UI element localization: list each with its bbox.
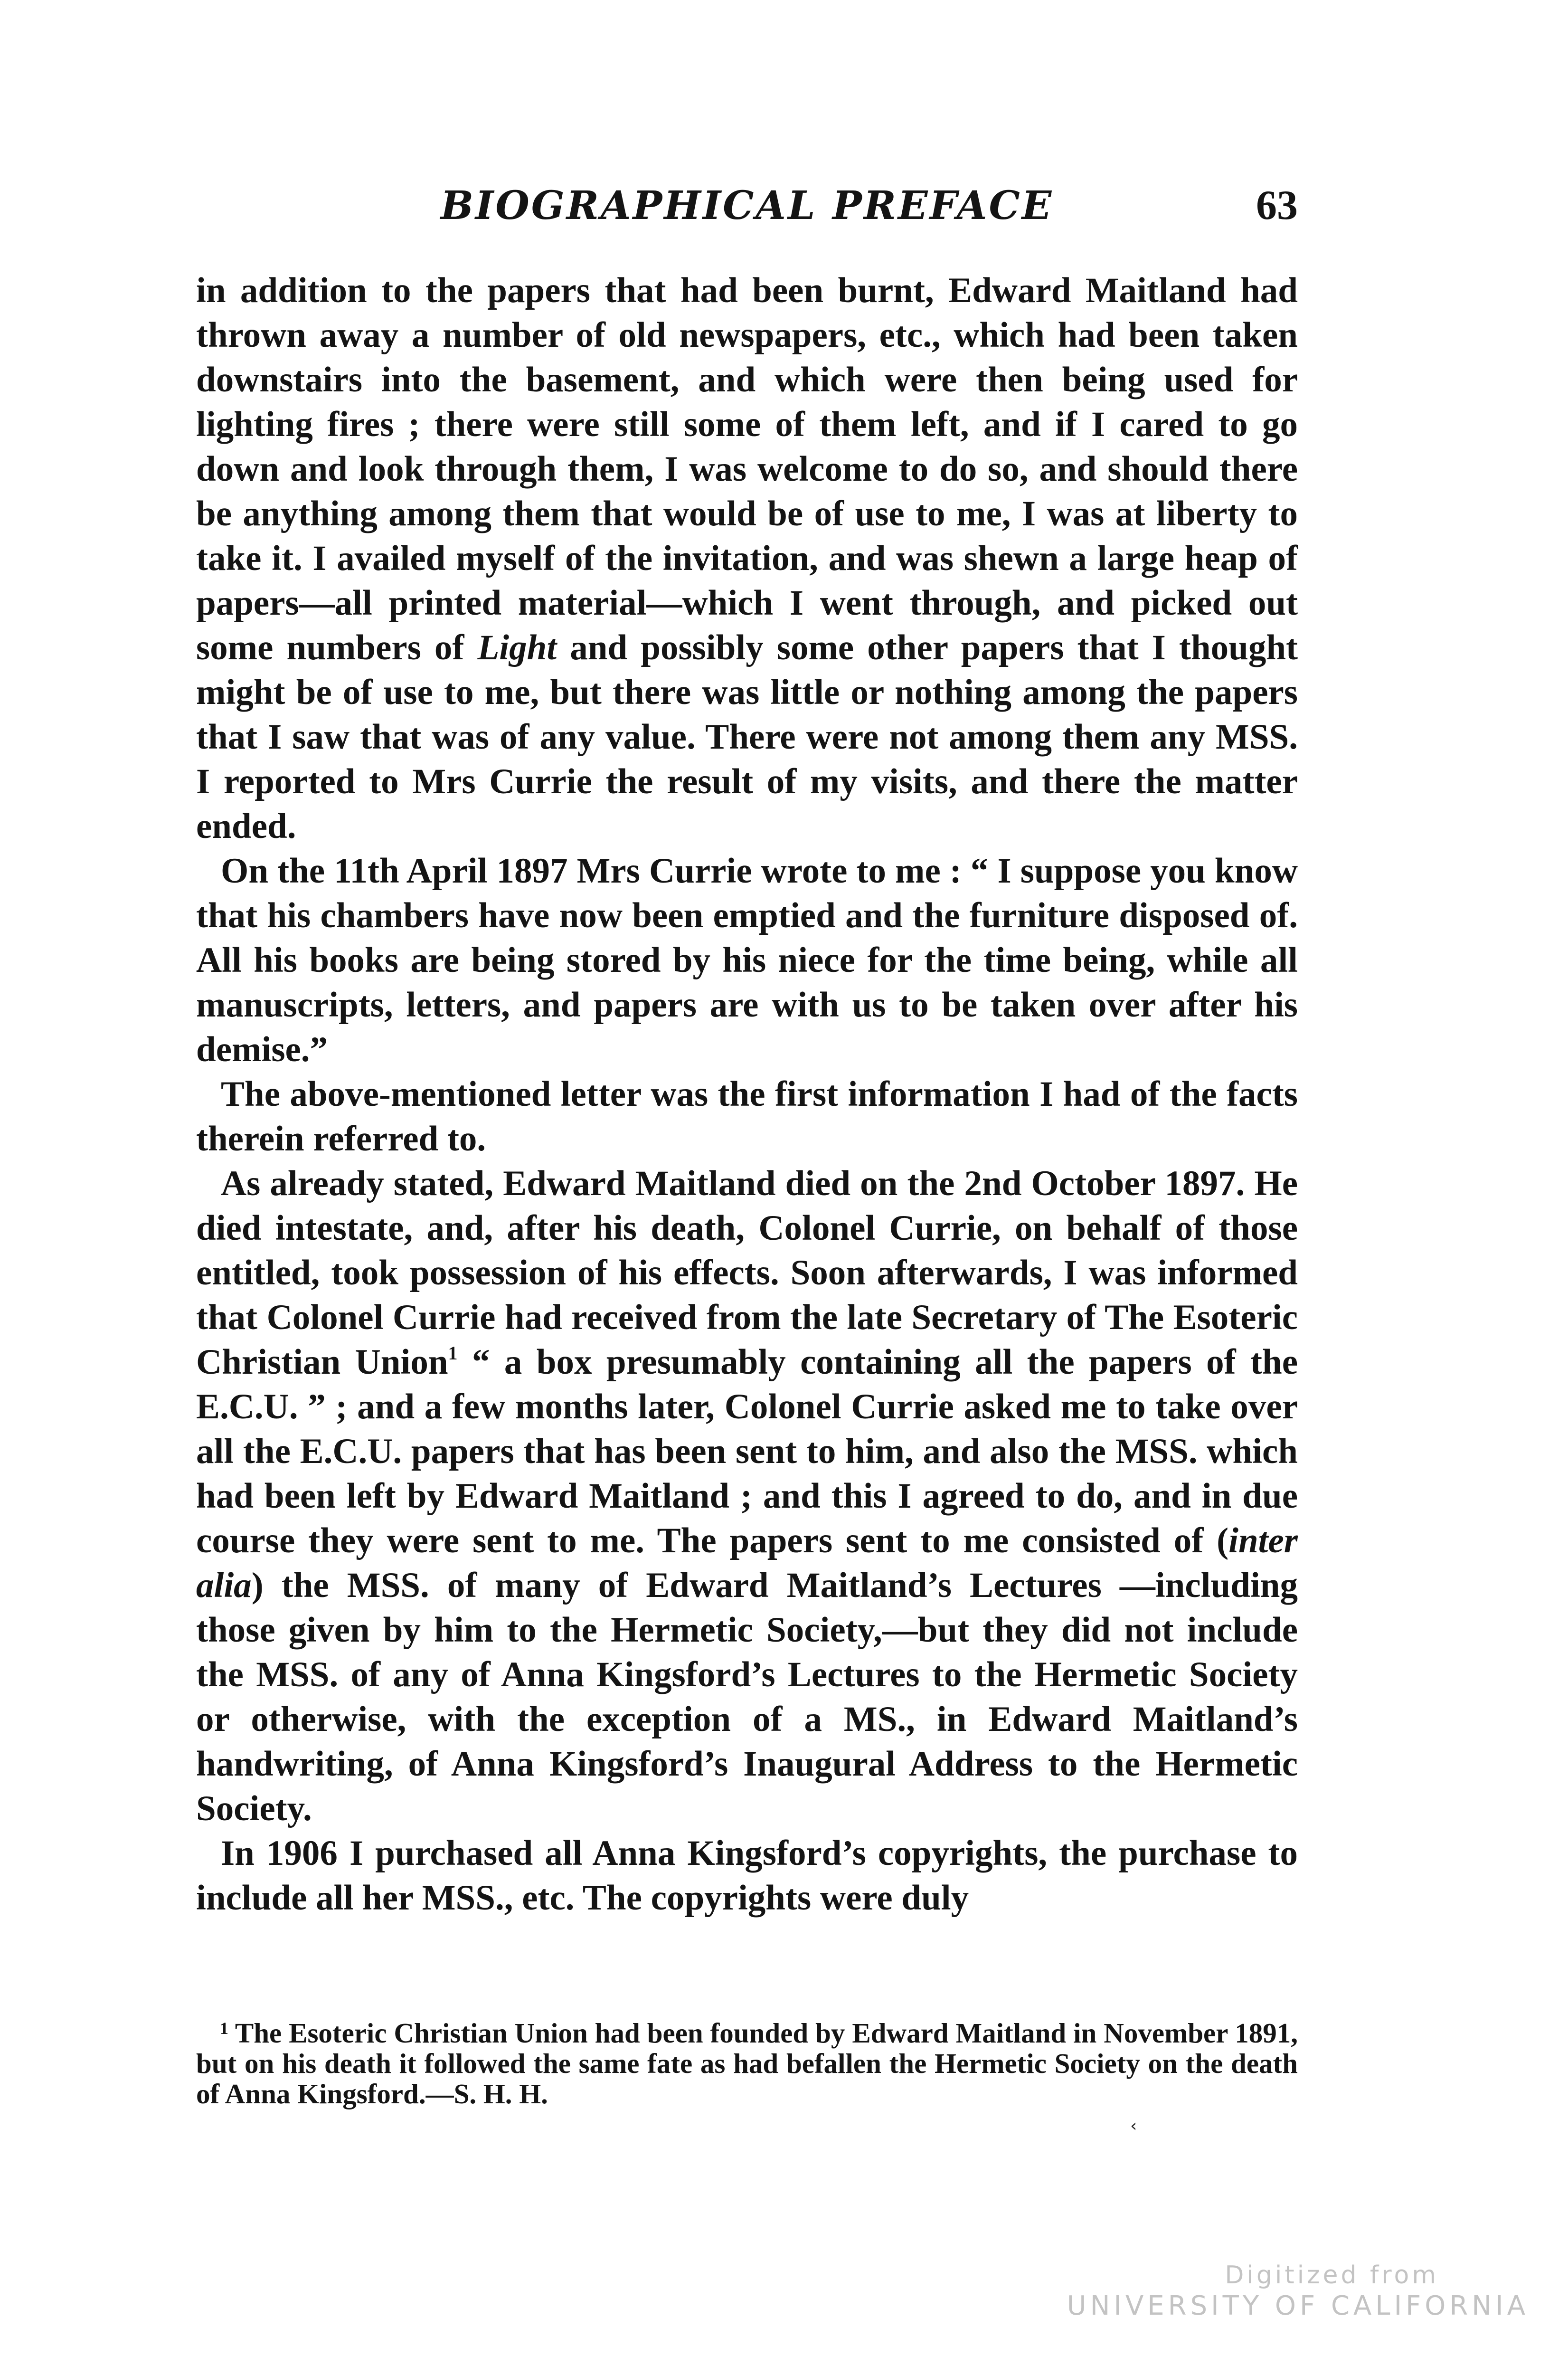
paragraph-4-text-c: ) the MSS. of many of Edward Maitland’s Lectures —including those given by him to the Hermetic Society,—but they did not include the MSS. of any of Anna Kingsford’s Lectures to the Hermetic Society or otherwise, with the exception of a MS., in Edward Maitland’s handwriting, of Anna Kingsford’s Inaugural Address to the Hermetic Society. — [196, 1566, 1298, 1828]
paragraph-4-text-a: As already stated, Edward Maitland died on the 2nd October 1897. He died intestate, and, after his death, Colonel Currie, on behalf of those entitled, took possession of his effects. Soon afterwards, I was informed that Colonel Currie had received from the late Secretary of The Esoteric Christian Union — [196, 1164, 1298, 1382]
footnote-reference: 1 — [448, 1342, 458, 1364]
paragraph-5: In 1906 I purchased all Anna Kingsford’s copyrights, the purchase to include all her MSS., etc. The copyrights were duly — [196, 1834, 1298, 1918]
paragraph-1-rest: and possibly some other papers that I thought might be of use to me, but there was little or nothing among the papers that I saw that was of any value. There were not among them any MSS. I reported to Mrs Currie the result of my visits, and there the matter ended. — [196, 628, 1298, 846]
footnote — [196, 2018, 1298, 2109]
paragraph-4-italic: inter alia — [196, 1521, 1298, 1605]
body-text — [196, 268, 1298, 1920]
paragraph-1-text: in addition to the papers that had been burnt, Edward Maitland had thrown away a number of old newspapers, etc., which had been taken downstairs into the basement, and which were then being used for lighting fires ; there were still some of them left, and if I cared to go down and look through them, I was welcome to do so, and should there be anything among them that would be of use to me, I was at liberty to take it. I availed myself of the invitation, and was shewn a large heap of papers—all printed material—which I went through, and picked out some numbers of — [196, 271, 1298, 667]
page-header — [196, 180, 1298, 251]
page-number: 63 — [1256, 182, 1298, 228]
paragraph-1 — [196, 268, 1298, 849]
paragraph-4 — [196, 1161, 1298, 1831]
library-watermark — [1035, 2261, 1529, 2323]
running-title: BIOGRAPHICAL PREFACE — [440, 183, 1054, 228]
paragraph-1-italic: Light — [477, 628, 557, 667]
footnote-text: The Esoteric Christian Union had been founded by Edward Maitland in November 1891, but on his death it followed the same fate as had befallen the Hermetic Society on the death of Anna Kingsford.—S. H. H. — [196, 2017, 1298, 2109]
paragraph-4-text-b: “ a box presumably containing all the papers of the E.C.U. ” ; and a few months later, Colonel Currie asked me to take over all the E.C.U. papers that has been sent to him, and also the MSS. which had been left by Edward Maitland ; and this I agreed to do, and in due course they were sent to me. The papers sent to me consisted of ( — [196, 1342, 1298, 1560]
watermark-line-1: Digitized from — [1225, 2261, 1439, 2290]
watermark-line-2: UNIVERSITY OF CALIFORNIA — [1067, 2290, 1529, 2321]
stray-ink-mark: ‹ — [1130, 2116, 1137, 2136]
paragraph-3: The above-mentioned letter was the first information I had of the facts therein referred to. — [196, 1074, 1298, 1159]
footnote-mark: 1 — [220, 2019, 228, 2038]
paragraph-2: On the 11th April 1897 Mrs Currie wrote to me : “ I suppose you know that his chambers have now been emptied and the furniture disposed of. All his books are being stored by his niece for the time being, while all manuscripts, letters, and papers are with us to be taken over after his demise.” — [196, 851, 1298, 1069]
